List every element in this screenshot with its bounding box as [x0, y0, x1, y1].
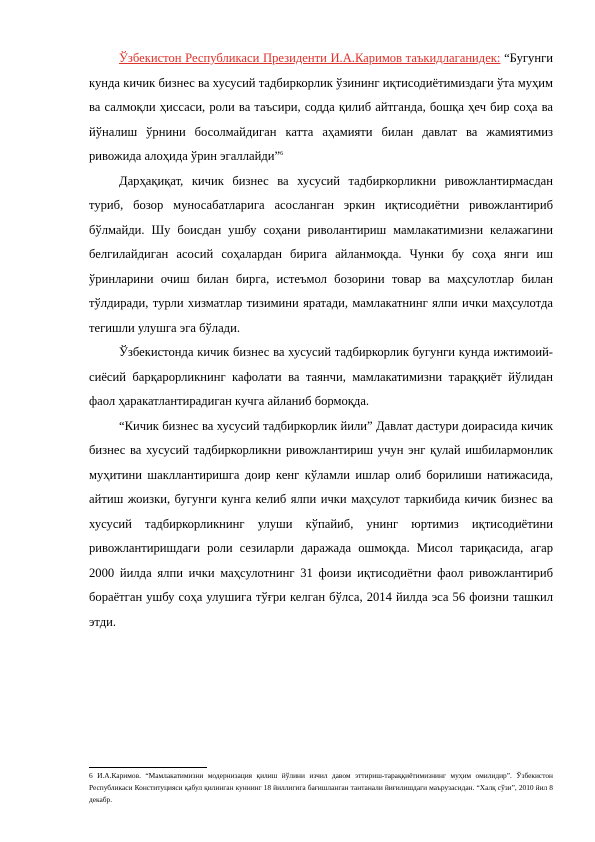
- quote-text: “Бугунги кунда кичик бизнес ва хусусий тадбиркорлик ўзининг иқтисодиётимиздаги ўта муҳим ва салмоқли ҳиссаси, роли ва таъсири, содда қилиб айтганда, бошқа ҳеч бир соҳа ва йўналиш ўрнини босолмайдиган катта аҳамияти билан давлат ва жамиятимиз ривожида алоҳида ўрин эгаллайди”: [89, 51, 553, 163]
- paragraph-1: [89, 46, 553, 169]
- paragraph-3: Ўзбекистонда кичик бизнес ва хусусий тадбиркорлик бугунги кунда ижтимоий-сиёсий барқарорликнинг кафолати ва таянчи, мамлакатимизни тараққиёт йўлидан фаол ҳаракатлантирадиган кучга айланиб бормоқда.: [89, 345, 553, 408]
- footnote: 6 И.А.Каримов. “Мамлакатимизни модернизация қилиш йўлини изчил давом эттириш-тараққиётимизнинг муҳим омилидир”. Ўзбекистон Республикаси Конституцияси қабул қилинган куннинг 18 йиллигига бағишланган тантанали йиғилишдаги маърузасидан. “Халқ сўзи”, 2010 йил 8 декабр.: [89, 771, 553, 804]
- paragraph-4: “Кичик бизнес ва хусусий тадбиркорлик йили” Давлат дастури доирасида кичик бизнес ва хусусий тадбиркорликни ривожлантириш учун энг қулай ишбилармонлик муҳитини шакллантиришга доир кенг кўламли ишлар олиб борилиши натижасида, айтиш жоизки, бугунги кунга келиб ялпи ички маҳсулот таркибида кичик бизнес ва хусусий тадбиркорликнинг улуши кўпайиб, унинг юртимиз иқтисодиётини ривожлантиришдаги роли сезиларли даражада ошмоқда. Мисол тариқасида, агар 2000 йилда ялпи ички маҳсулотнинг 31 фоизи иқтисодиётни фаол ривожлантириб бораётган ушбу соҳа улушига тўғри келган бўлса, 2014 йилда эса 56 фоизни ташкил этди.: [89, 418, 553, 629]
- document-page: [89, 46, 553, 634]
- paragraph-2: Дарҳақиқат, кичик бизнес ва хусусий тадбиркорликни ривожлантирмасдан туриб, бозор муносабатларига асосланган эркин иқтисодиётни ривожлантириб бўлмайди. Шу боисдан ушбу соҳани риволантириш мамлакатимизни келажагини белгилайдиган асосий соҳалардан бирига айланмоқда. Чунки бу соҳа янги иш ўринларини очиш билан бирга, истеъмол бозорини товар ва маҳсулотлар билан тўлдиради, турли хизматлар тизимини яратади, мамлакатнинг ялпи ички маҳсулотда тегишли улушга эга бўлади.: [89, 173, 553, 335]
- footnote-reference[interactable]: 6: [280, 150, 284, 157]
- footnote-divider: [89, 767, 207, 768]
- highlighted-heading: Ўзбекистон Республикаси Президенти И.А.Каримов таъкидлаганидек:: [119, 51, 501, 65]
